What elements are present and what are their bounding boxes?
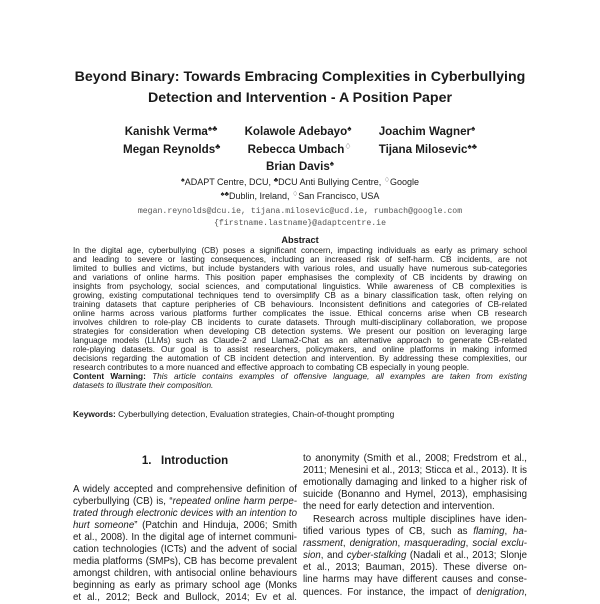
author	[123, 143, 220, 156]
quote-text: repeated online harm perpe-	[172, 496, 297, 507]
author-name: Megan Reynolds	[123, 143, 216, 156]
affiliation-mark: ♣	[273, 177, 279, 184]
text: ,	[342, 538, 350, 549]
abstract-line: strategies for consideration when developing CB detection systems. We present our position on leveraging large	[73, 327, 527, 336]
text: (Nadali et al., 2013; Slonje	[406, 550, 527, 561]
keywords-text: Cyberbullying detection, Evaluation strategies, Chain-of-thought prompting	[115, 409, 395, 419]
body-line: emotionally damaging and linked to a higher risk of	[303, 477, 527, 488]
content-warning-line-2	[73, 381, 527, 390]
authors-row-1	[60, 124, 540, 138]
abstract-line: and leading to severe or lasting consequences, including an increased risk of self-harm. CB incidents, are not	[73, 255, 527, 264]
text: ,	[504, 526, 513, 537]
term: social exclu-	[472, 538, 527, 549]
keywords	[73, 409, 394, 419]
body-line: cation technologies (ICTs) and the advent of social	[73, 544, 297, 555]
abstract-heading: Abstract	[281, 235, 319, 245]
body-line	[73, 496, 297, 508]
term: masquerading	[404, 538, 466, 549]
body-line	[303, 526, 527, 538]
abstract-line: online harms across various platforms further complicates the issue. Ethical concerns arise when CB research	[73, 309, 527, 318]
section-number: 1.	[141, 455, 152, 467]
text: ,	[524, 587, 527, 598]
text: ” (Patchin and Hinduja, 2006; Smith	[134, 520, 297, 531]
affiliation-mark: ♠	[329, 159, 335, 168]
abstract-line: In the digital age, cyberbullying (CB) poses a significant concern, impacting individuals as early as primary school	[73, 246, 527, 255]
abstract-line: growing, existing computational techniques tend to oversimplify CB as a binary classification task, often relying on	[73, 291, 527, 300]
body-line: media platforms (SMPs), CB has become prevalent	[73, 556, 297, 567]
emails-line-1: megan.reynolds@dcu.ie, tijana.milosevic@ucd.ie, rumbach@google.com	[137, 207, 463, 216]
abstract-line: involves children to role-play CB incidents to curate datasets. Through multi-disciplinary collaboration, we propose	[73, 318, 527, 327]
section-title: Introduction	[161, 455, 229, 467]
affiliation-mark: ♢	[383, 177, 390, 184]
affiliations-line-1	[60, 176, 540, 187]
body-line	[73, 520, 297, 532]
affiliation-mark: ♠	[180, 177, 185, 184]
authors-row-2	[60, 142, 540, 156]
content-warning-text: This article contains examples of offensive language, all examples are taken from existing	[145, 372, 528, 381]
term: sion	[303, 550, 321, 561]
keywords-label: Keywords:	[73, 409, 116, 419]
affiliation-mark: ♠♣	[220, 191, 229, 198]
author-name: Kanishk Verma	[124, 125, 208, 138]
term: denigration	[349, 538, 398, 549]
abstract-line: decisions regarding the automation of CB incident detection and intervention. By addressing these complexities, our	[73, 354, 527, 363]
affiliation: DCU Anti Bullying Centre,	[278, 177, 384, 187]
affiliation: Dublin, Ireland,	[228, 191, 293, 201]
body-line	[73, 508, 297, 520]
author-name: Kolawole Adebayo	[244, 125, 348, 138]
emails-line-2: {firstname.lastname}@adaptcentre.ie	[214, 219, 386, 228]
paper-title-line-1: Beyond Binary: Towards Embracing Complexities in Cyberbullying	[74, 69, 526, 85]
abstract-line: research contributes to a more nuanced and effective approach to combating CB especially in young people.	[73, 363, 470, 372]
author-name: Brian Davis	[265, 160, 330, 173]
authors-row-3	[60, 159, 540, 173]
paper-title-line-2: Detection and Intervention - A Position Paper	[147, 90, 452, 106]
affiliations-line-2	[60, 190, 540, 201]
author-name: Tijana Milosevic	[378, 143, 468, 156]
abstract-line: limited to bullies and victims, but include bystanders with various roles, and usually have numerous sub-categories	[73, 264, 527, 273]
quote-text: trated through electronic devices with an intention to	[73, 508, 297, 519]
body-line: beginning as early as primary school age (Monks	[73, 580, 297, 591]
affiliation-mark: ♠	[471, 124, 476, 133]
affiliation-mark: ♠♣	[207, 124, 218, 133]
author	[248, 143, 352, 156]
term: cyber-stalking	[346, 550, 407, 561]
affiliation: Google	[389, 177, 420, 187]
author-name: Rebecca Umbach	[247, 143, 345, 156]
abstract-line: language models (LLMs) such as Claude-2 and Llama2-Chat as an alternative approach to generate CB-related	[73, 336, 527, 345]
author	[266, 160, 334, 173]
body-line: et al., 2008). In the digital age of internet communi-	[73, 532, 297, 543]
body-line	[303, 587, 527, 599]
content-warning	[73, 372, 527, 381]
author-name: Joachim Wagner	[378, 125, 472, 138]
body-line: the need for early detection and intervention.	[303, 501, 495, 512]
text: quences. For instance, the impact of	[303, 587, 477, 598]
author	[245, 125, 352, 138]
abstract-line: training datasets that capture peripheries of CB behaviours. Inconsistent definitions and categories of CB-related	[73, 300, 527, 309]
body-line	[303, 550, 527, 562]
text: ,	[465, 538, 473, 549]
body-line: et al., 2013; Bauman, 2015). These diverse on-	[303, 562, 527, 573]
author	[379, 125, 476, 138]
author	[379, 143, 477, 156]
abstract-line: role-playing datasets. Our goal is to assist researchers, policymakers, and online platforms in making informed	[73, 345, 527, 354]
text: tified various types of CB, such as	[303, 526, 474, 537]
body-line: 2011; Menesini et al., 2013; Sticca et al., 2013). It is	[303, 465, 527, 476]
affiliation: San Francisco, USA	[298, 191, 380, 201]
term: ha-	[512, 526, 527, 537]
affiliation: ADAPT Centre, DCU,	[184, 177, 274, 187]
abstract-line: and variations of online harms. This position paper emphasises the complexity of CB incidents by drawing on	[73, 273, 527, 282]
body-line: amongst children, with antisocial online behaviours	[73, 568, 297, 579]
body-line: suicide (Bonanno and Hymel, 2013), emphasising	[303, 489, 527, 500]
content-warning-text: datasets to illustrate their composition.	[73, 381, 214, 390]
text: cyberbullying (CB) is, “	[73, 496, 173, 507]
affiliation-mark: ♢	[292, 191, 299, 198]
term: flaming	[473, 526, 505, 537]
affiliation-mark: ♠	[347, 124, 352, 133]
body-line: Research across multiple disciplines have iden-	[313, 514, 527, 525]
body-line: A widely accepted and comprehensive definition of	[73, 484, 297, 495]
body-line	[303, 538, 527, 550]
body-line: line harms may have different causes and conse-	[303, 574, 527, 585]
body-line: to anonymity (Smith et al., 2008; Fredstrom et al.,	[303, 453, 527, 464]
term: rassment	[303, 538, 343, 549]
content-warning-label: Content Warning:	[73, 372, 146, 381]
body-line: et al., 2012; Beck and Bullock, 2014; Ev et al.	[73, 592, 297, 603]
abstract-line: insights from psychology, social sciences, and computational linguistics. While awareness of CB complexities is	[73, 282, 527, 291]
quote-text: hurt someone	[73, 520, 135, 531]
text: , and	[320, 550, 347, 561]
affiliation-mark: ♠♣	[467, 142, 477, 151]
text: ,	[397, 538, 405, 549]
term: denigration	[476, 587, 525, 598]
author	[125, 125, 218, 138]
affiliation-mark: ♣	[215, 142, 221, 151]
affiliation-mark: ♢	[344, 142, 352, 151]
section-heading-introduction	[73, 455, 297, 467]
